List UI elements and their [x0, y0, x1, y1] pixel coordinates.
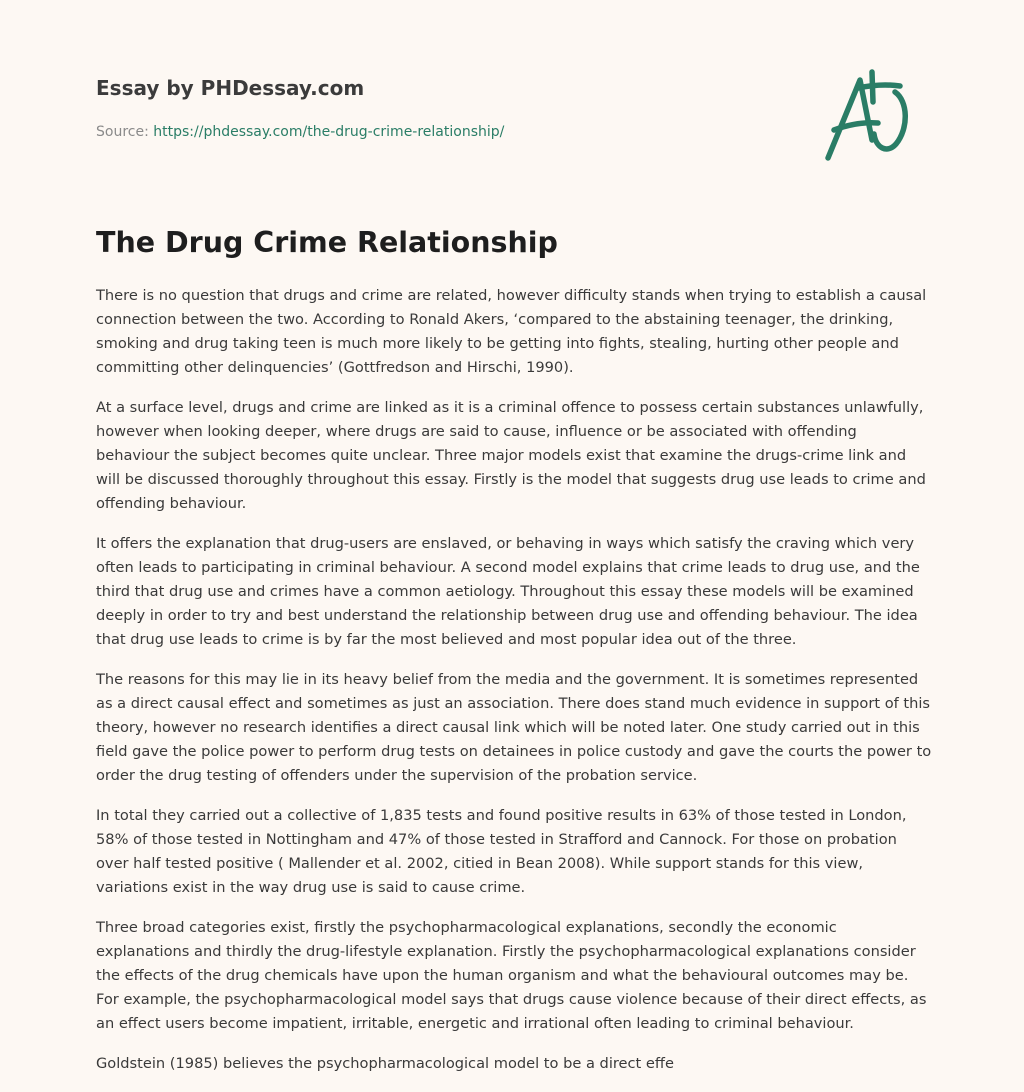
site-brand: Essay by PHDessay.com — [96, 76, 365, 100]
source-label: Source: — [96, 124, 154, 140]
essay-paragraph: The reasons for this may lie in its heavy belief from the media and the government. It is sometimes represented as a direct causal effect and sometimes as just an association. There does stand much evidence in support of this theory, however no research identifies a direct causal link which will be noted later. One study carried out in this field gave the police power to perform drug tests on detainees in police custody and gave the courts the power to order the drug testing of offenders under the supervision of the probation service. — [96, 671, 932, 784]
source-link[interactable]: https://phdessay.com/the-drug-crime-relationship/ — [153, 124, 505, 140]
essay-paragraph: Three broad categories exist, firstly the psychopharmacological explanations, secondly the economic explanations and thirdly the drug-lifestyle explanation. Firstly the psychopharmacological explanations consider the effects of the drug chemicals have upon the human organism and what the behavioural outcomes may be. For example, the psychopharmacological model says that drugs cause violence because of their direct effects, as an effect users become impatient, irritable, energetic and irrational often leading to criminal behaviour. — [96, 919, 927, 1032]
a-plus-logo-icon — [824, 68, 928, 164]
essay-paragraph: In total they carried out a collective of 1,835 tests and found positive results in 63% of those tested in London, 58% of those tested in Nottingham and 47% of those tested in Strafford and Cannock. For those on probation over half tested positive ( Mallender et al. 2002, citied in Bean 2008). While support stands for this view, variations exist in the way drug use is said to cause crime. — [96, 807, 907, 896]
essay-body — [96, 284, 932, 1092]
source-line — [96, 124, 504, 140]
essay-paragraph: At a surface level, drugs and crime are linked as it is a criminal offence to possess certain substances unlawfully, however when looking deeper, where drugs are said to cause, influence or be associated with offending behaviour the subject becomes quite unclear. Three major models exist that examine the drugs-crime link and will be discussed thoroughly throughout this essay. Firstly is the model that suggests drug use leads to crime and offending behaviour. — [96, 399, 926, 512]
essay-paragraph: It offers the explanation that drug-users are enslaved, or behaving in ways which satisfy the craving which very often leads to participating in criminal behaviour. A second model explains that crime leads to drug use, and the third that drug use and crimes have a common aetiology. Throughout this essay these models will be examined deeply in order to try and best understand the relationship between drug use and offending behaviour. The idea that drug use leads to crime is by far the most believed and most popular idea out of the three. — [96, 535, 920, 648]
essay-paragraph: Goldstein (1985) believes the psychopharmacological model to be a direct effe — [96, 1055, 674, 1072]
essay-paragraph: There is no question that drugs and crime are related, however difficulty stands when trying to establish a causal connection between the two. According to Ronald Akers, ‘compared to the abstaining teenager, the drinking, smoking and drug taking teen is much more likely to be getting into fights, stealing, hurting other people and committing other delinquencies’ (Gottfredson and Hirschi, 1990). — [96, 287, 927, 376]
essay-title: The Drug Crime Relationship — [96, 226, 558, 259]
